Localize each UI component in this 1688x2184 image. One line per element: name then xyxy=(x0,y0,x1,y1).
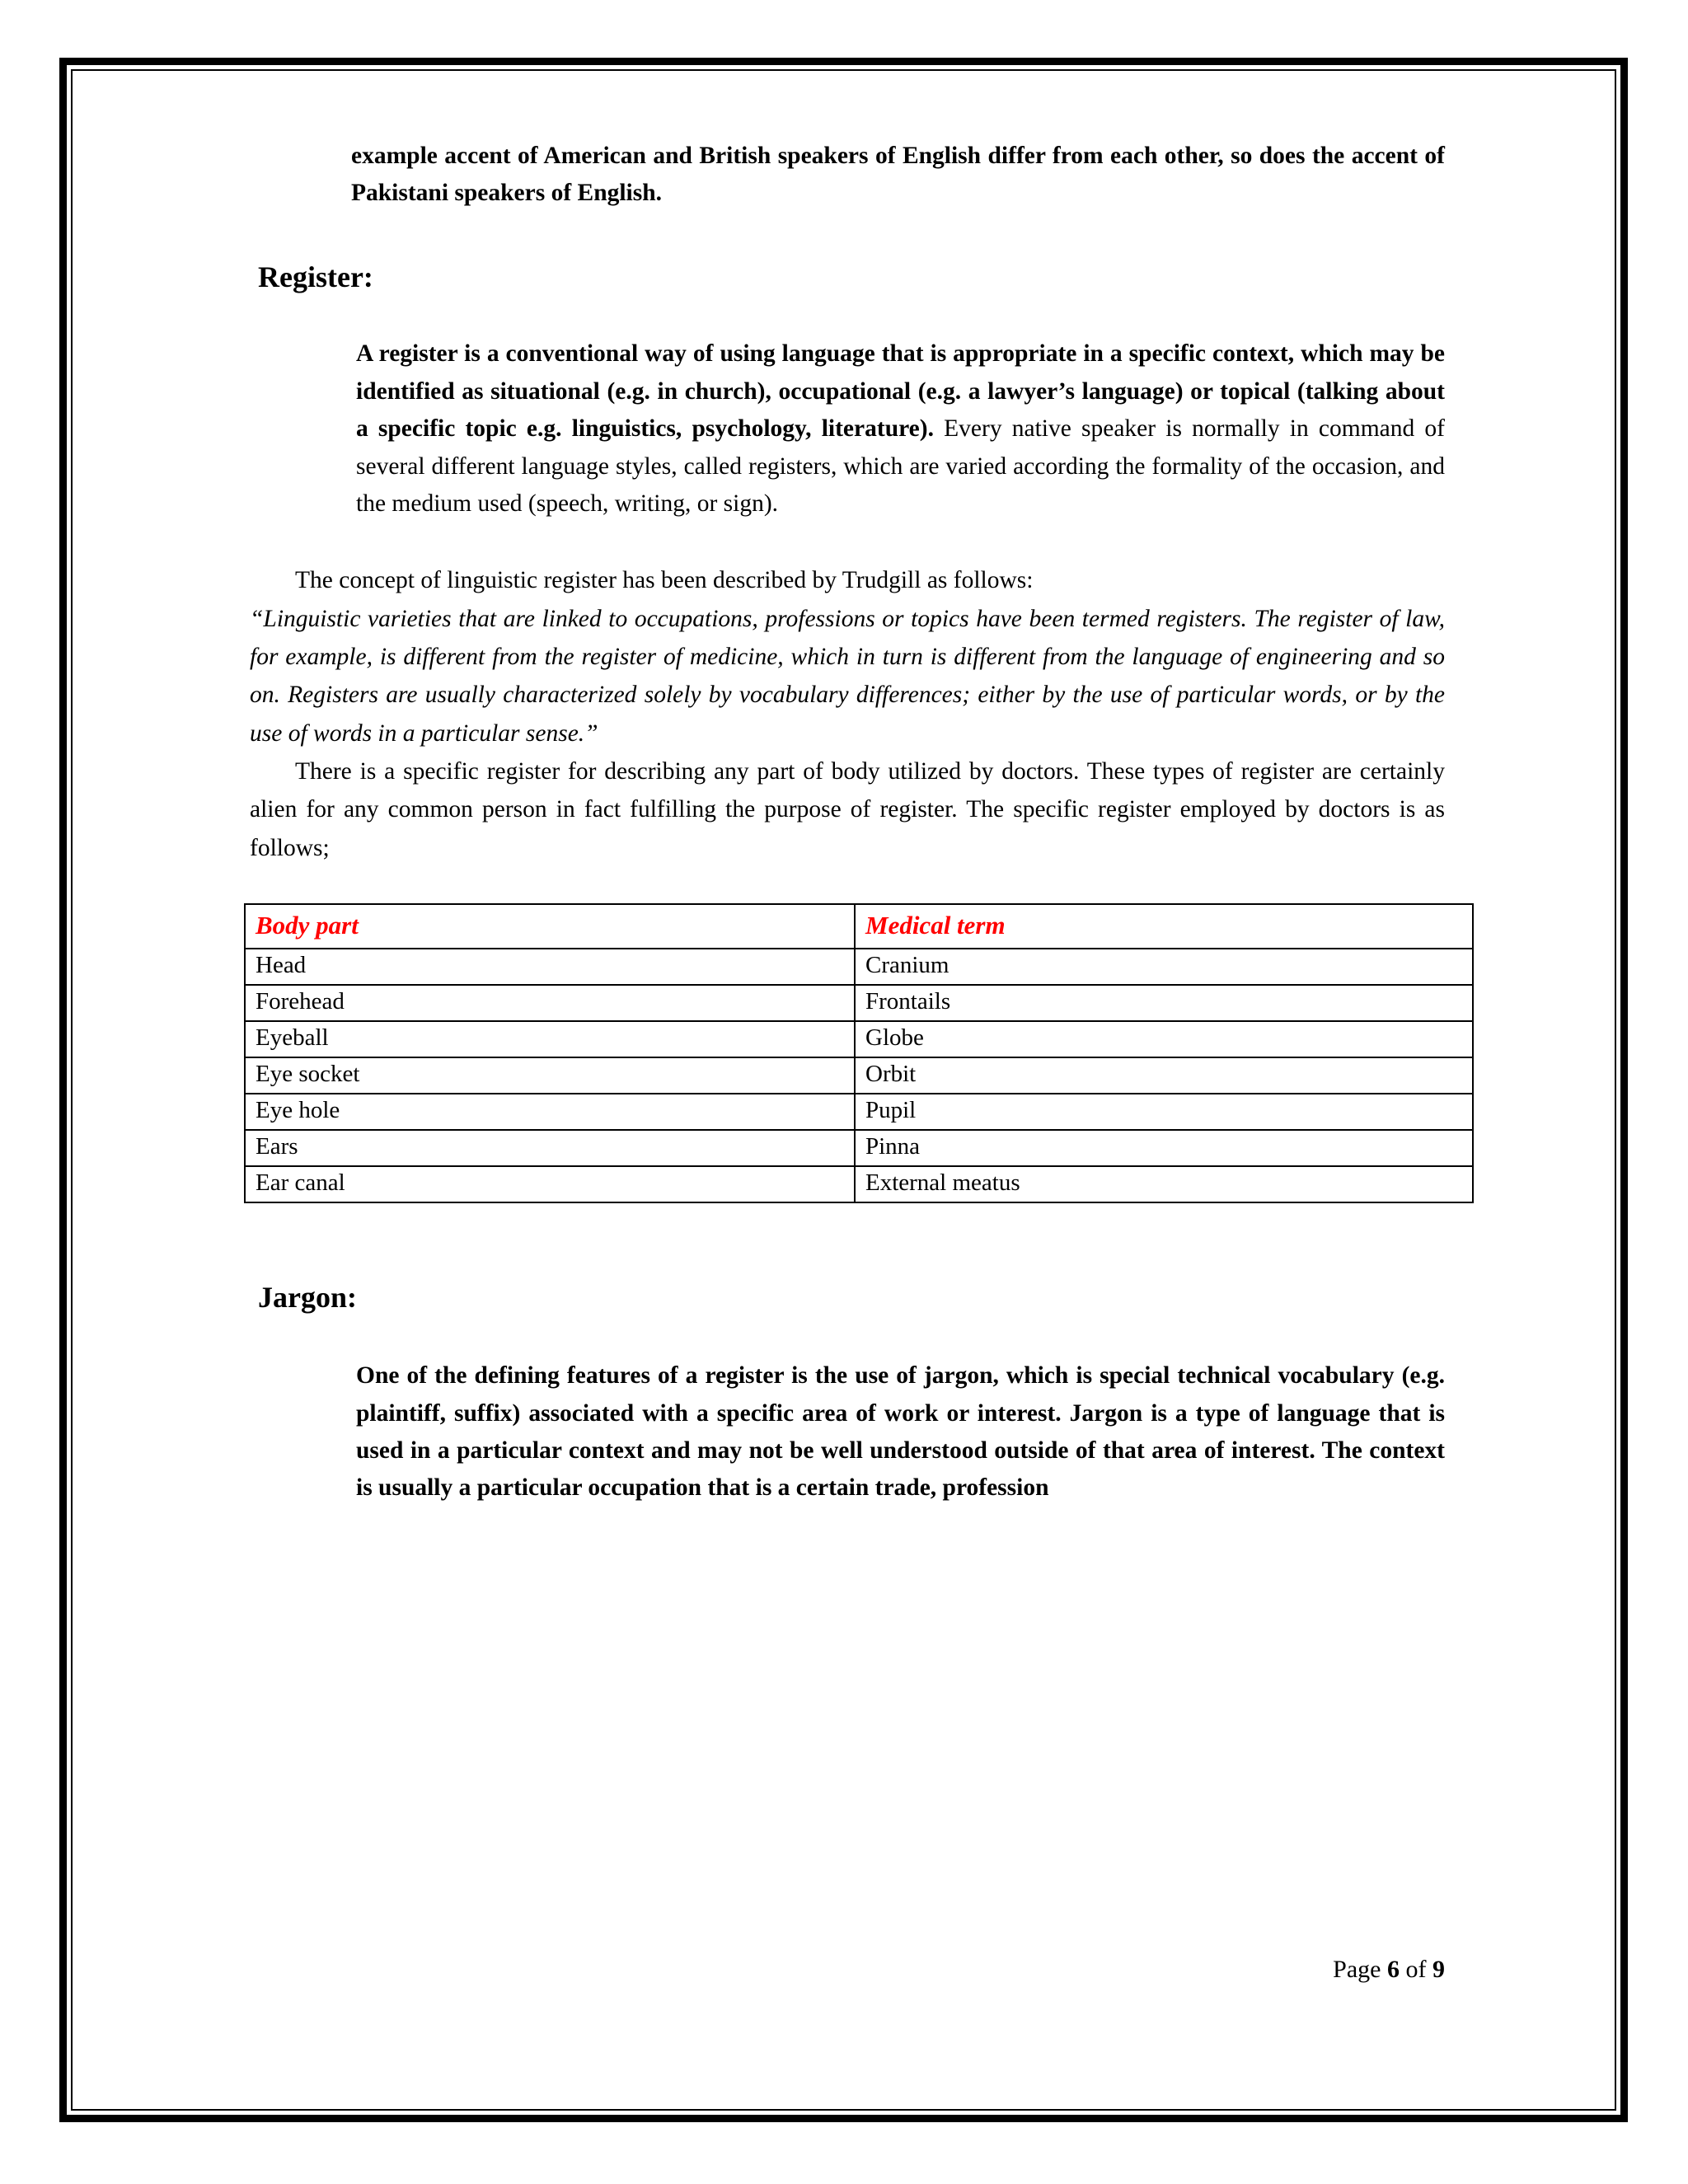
heading-jargon: Jargon: xyxy=(258,1280,357,1314)
cell-body-part: Eye hole xyxy=(245,1094,855,1130)
table-row xyxy=(245,1094,1473,1130)
cell-medical-term: External meatus xyxy=(855,1166,1473,1202)
cell-medical-term: Orbit xyxy=(855,1057,1473,1094)
cell-medical-term: Cranium xyxy=(855,949,1473,985)
cell-body-part: Head xyxy=(245,949,855,985)
cell-body-part: Ears xyxy=(245,1130,855,1166)
register-definition-regular-run: Every native speaker is normally in command of several different language styles, called registers, which are varied according the formality of the occasion, and the medium used (speech, writing, or sign). xyxy=(356,415,1445,517)
register-definition-bold-run: A register is a conventional way of using language that is appropriate in a specific context, which may be identified as situational (e.g. in church), occupational (e.g. a lawyer’s language) or topical (talking about a specific topic e.g. linguistics, psychology, literature). xyxy=(356,340,1445,443)
footer-current-page: 6 xyxy=(1387,1956,1400,1983)
paragraph-trudgill-quote: “Linguistic varieties that are linked to occupations, professions or topics have been termed registers. The register of law, for example, is different from the register of medicine, which in turn is different from the language of engineering and so on. Registers are usually characterized solely by vocabulary differences; either by the use of particular words, or by the use of words in a particular sense.” xyxy=(250,605,1445,747)
page-border-frame xyxy=(59,58,1628,2122)
paragraph-quote-intro: The concept of linguistic register has been described by Trudgill as follows: xyxy=(295,567,1034,594)
cell-medical-term: Pinna xyxy=(855,1130,1473,1166)
table-row xyxy=(245,1057,1473,1094)
table-row xyxy=(245,985,1473,1021)
page-footer xyxy=(250,1951,1445,1989)
footer-total-pages: 9 xyxy=(1432,1956,1445,1983)
paragraph-register-definition xyxy=(356,335,1445,523)
medical-register-table xyxy=(244,903,1474,1203)
table-row xyxy=(245,1166,1473,1202)
footer-middle: of xyxy=(1400,1956,1432,1983)
paragraph-continuation: example accent of American and British speakers of English differ from each other, so does the accent of Pakistani speakers of English. xyxy=(351,143,1445,206)
cell-medical-term: Pupil xyxy=(855,1094,1473,1130)
cell-medical-term: Globe xyxy=(855,1021,1473,1057)
table-body xyxy=(245,949,1473,1202)
footer-prefix: Page xyxy=(1333,1956,1387,1983)
column-header-body-part: Body part xyxy=(245,904,855,949)
column-header-medical-term: Medical term xyxy=(855,904,1473,949)
table-row xyxy=(245,949,1473,985)
cell-body-part: Forehead xyxy=(245,985,855,1021)
table-row xyxy=(245,1130,1473,1166)
cell-body-part: Eye socket xyxy=(245,1057,855,1094)
heading-register: Register: xyxy=(258,260,373,294)
table-header-row xyxy=(245,904,1473,949)
document-content xyxy=(250,138,1445,1983)
jargon-section xyxy=(250,1280,1445,1507)
cell-body-part: Ear canal xyxy=(245,1166,855,1202)
paragraph-doctors-register: There is a specific register for describing any part of body utilized by doctors. These types of register are certainly alien for any common person in fact fulfilling the purpose of register. The specific register employed by doctors is as follows; xyxy=(250,757,1445,861)
cell-medical-term: Frontails xyxy=(855,985,1473,1021)
table-row xyxy=(245,1021,1473,1057)
paragraph-jargon: One of the defining features of a register is the use of jargon, which is special technical vocabulary (e.g. plaintiff, suffix) associated with a specific area of work or interest. Jargon is a type of language that is used in a particular context and may not be well understood outside of that area of interest. The context is usually a particular occupation that is a certain trade, profession xyxy=(356,1362,1445,1502)
cell-body-part: Eyeball xyxy=(245,1021,855,1057)
